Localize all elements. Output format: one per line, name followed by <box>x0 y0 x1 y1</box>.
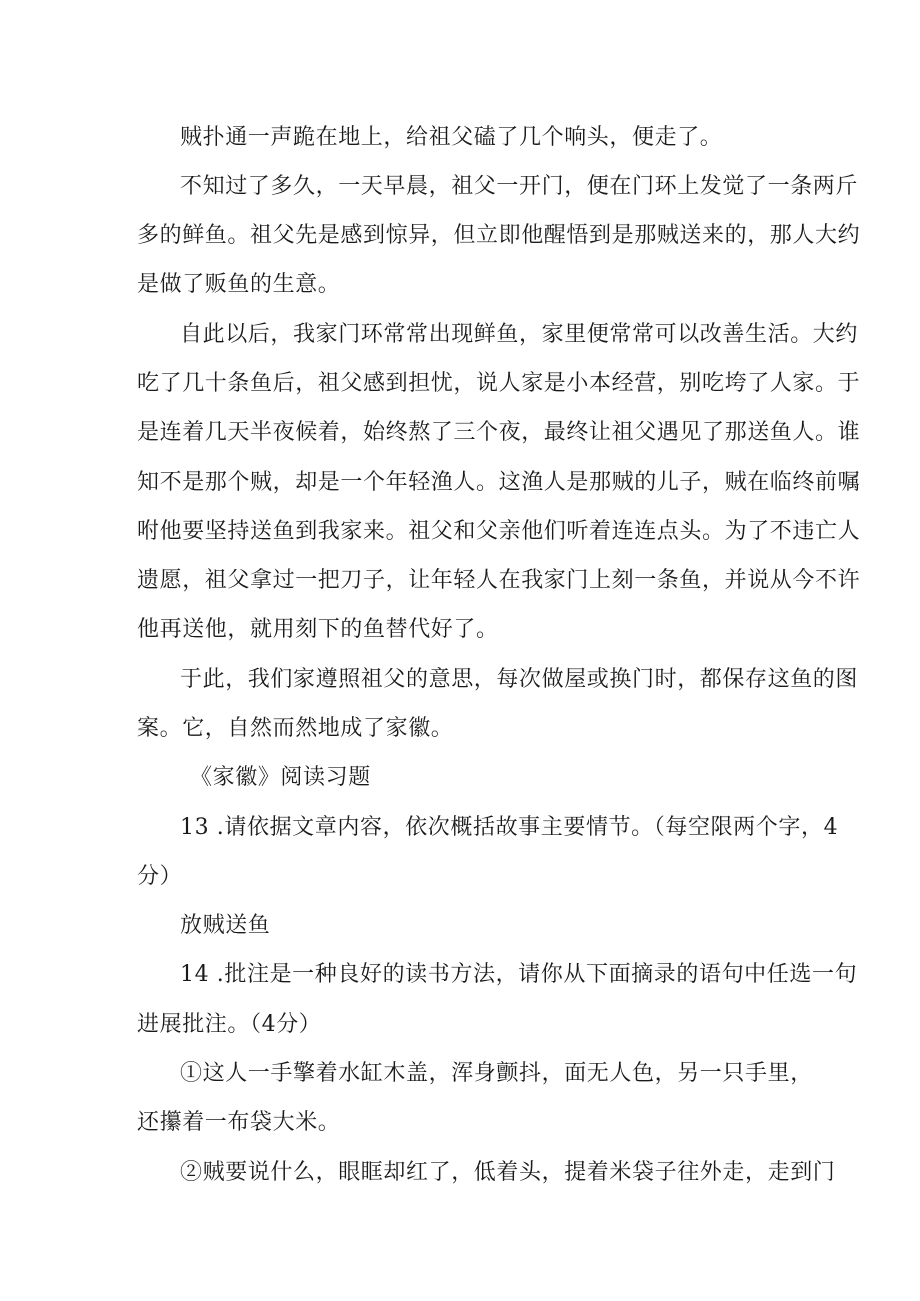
section-title: 《家徽》阅读习题 <box>190 765 371 790</box>
text-line: 案。它，自然而然地成了家徽。 <box>137 716 454 741</box>
text-line: 还攥着一布袋大米。 <box>137 1110 341 1135</box>
question-14: 14 .批注是一种良好的读书方法，请你从下面摘录的语句中任选一句 <box>180 962 858 987</box>
answer-text: 放贼送鱼 <box>180 913 271 938</box>
text-line: 多的鲜鱼。祖父先是感到惊异，但立即他醒悟到是那贼送来的，那人大约 <box>137 223 861 248</box>
text-line: 他再送他，就用刻下的鱼替代好了。 <box>137 617 499 642</box>
text-line: 分） <box>137 864 183 889</box>
text-line: 自此以后，我家门环常常出现鲜鱼，家里便常常可以改善生活。大约 <box>180 322 859 347</box>
text-line: 进展批注。（4分） <box>137 1012 322 1037</box>
text-line: 是连着几天半夜候着，始终熬了三个夜，最终让祖父遇见了那送鱼人。谁 <box>137 420 861 445</box>
text-line: 贼扑通一声跪在地上，给祖父磕了几个响头，便走了。 <box>180 125 723 150</box>
text-line: 知不是那个贼，却是一个年轻渔人。这渔人是那贼的儿子，贼在临终前嘱 <box>137 470 861 495</box>
quote-item-1: ①这人一手擎着水缸木盖，浑身颤抖，面无人色，另一只手里， <box>180 1061 813 1086</box>
text-line: 是做了贩鱼的生意。 <box>137 272 341 297</box>
quote-item-2: ②贼要说什么，眼眶却红了，低着头，提着米袋子往外走，走到门 <box>180 1160 836 1185</box>
text-line: 咐他要坚持送鱼到我家来。祖父和父亲他们听着连连点头。为了不违亡人 <box>137 519 861 544</box>
text-line: 吃了几十条鱼后，祖父感到担忧，说人家是小本经营，别吃垮了人家。于 <box>137 371 861 396</box>
question-13: 13 .请依据文章内容，依次概括故事主要情节。（每空限两个字，4 <box>180 815 839 840</box>
text-line: 遗愿，祖父拿过一把刀子，让年轻人在我家门上刻一条鱼，并说从今不许 <box>137 568 861 593</box>
text-line: 不知过了多久，一天早晨，祖父一开门，便在门环上发觉了一条两斤 <box>180 174 859 199</box>
text-line: 于此，我们家遵照祖父的意思，每次做屋或换门时，都保存这鱼的图 <box>180 667 859 692</box>
